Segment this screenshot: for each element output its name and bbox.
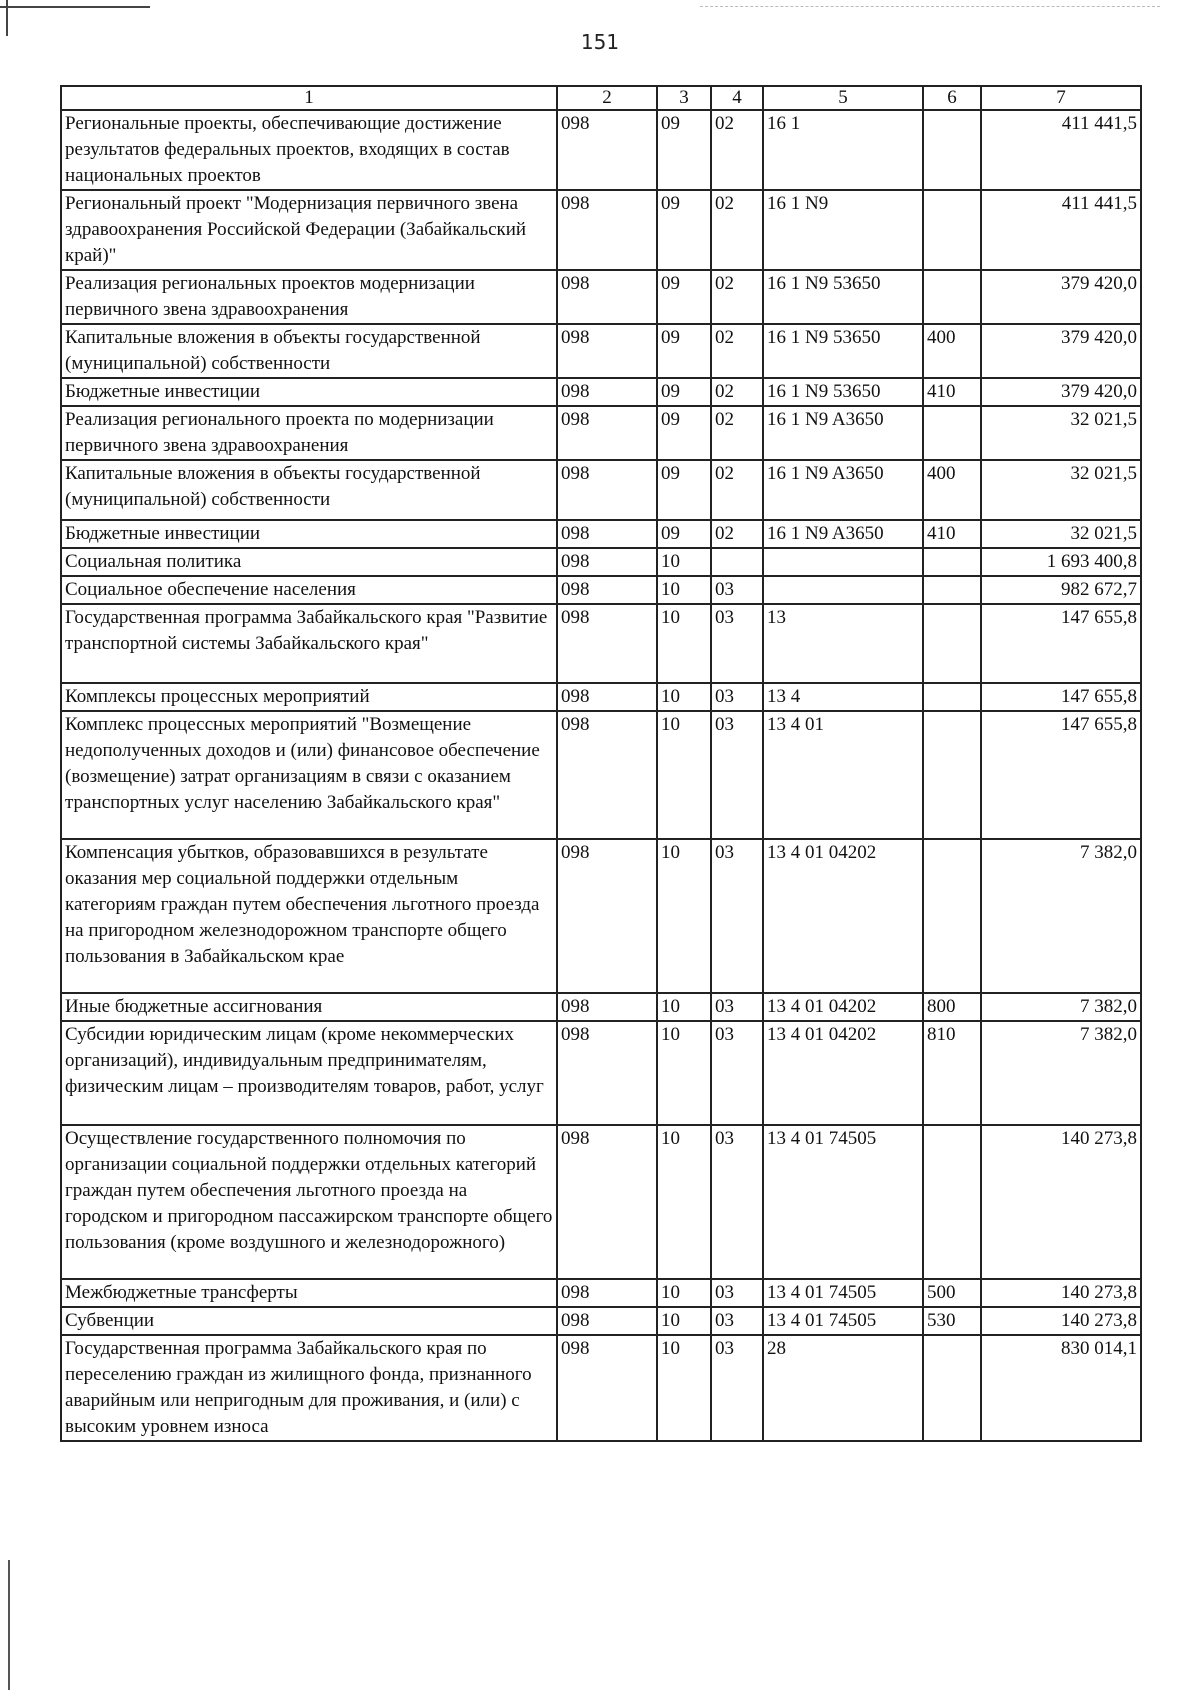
row-name-cell: Бюджетные инвестиции	[61, 520, 557, 548]
row-target-article-cell: 13 4 01 74505	[763, 1125, 923, 1279]
row-expense-type-cell: 400	[923, 324, 981, 378]
row-section-cell: 10	[657, 576, 711, 604]
row-subsection-cell: 02	[711, 110, 763, 190]
row-subsection-cell: 03	[711, 711, 763, 839]
table-row	[61, 520, 1141, 548]
row-subsection-cell: 03	[711, 1335, 763, 1441]
row-target-article-cell: 16 1 N9 53650	[763, 378, 923, 406]
row-target-article-cell: 16 1 N9 53650	[763, 270, 923, 324]
row-amount-cell: 32 021,5	[981, 460, 1141, 520]
row-section-cell: 09	[657, 110, 711, 190]
row-admin-code-cell: 098	[557, 378, 657, 406]
scan-edge-mark	[8, 1560, 10, 1690]
row-target-article-cell	[763, 548, 923, 576]
row-target-article-cell: 16 1 N9	[763, 190, 923, 270]
budget-table	[60, 85, 1142, 1442]
row-admin-code-cell: 098	[557, 324, 657, 378]
row-expense-type-cell	[923, 190, 981, 270]
row-admin-code-cell: 098	[557, 839, 657, 993]
row-section-cell: 10	[657, 604, 711, 683]
row-section-cell: 10	[657, 1307, 711, 1335]
row-amount-cell: 830 014,1	[981, 1335, 1141, 1441]
row-name-cell: Межбюджетные трансферты	[61, 1279, 557, 1307]
row-expense-type-cell	[923, 604, 981, 683]
row-target-article-cell: 16 1 N9 A3650	[763, 406, 923, 460]
row-target-article-cell: 16 1 N9 A3650	[763, 460, 923, 520]
table-body	[61, 110, 1141, 1441]
row-name-cell: Государственная программа Забайкальского края "Развитие транспортной системы Забайкальского края"	[61, 604, 557, 683]
row-admin-code-cell: 098	[557, 1125, 657, 1279]
table-row	[61, 711, 1141, 839]
row-amount-cell: 147 655,8	[981, 604, 1141, 683]
row-amount-cell: 1 693 400,8	[981, 548, 1141, 576]
row-subsection-cell: 03	[711, 1307, 763, 1335]
row-admin-code-cell: 098	[557, 548, 657, 576]
row-expense-type-cell: 410	[923, 520, 981, 548]
row-expense-type-cell: 400	[923, 460, 981, 520]
column-header: 6	[923, 86, 981, 110]
row-amount-cell: 140 273,8	[981, 1279, 1141, 1307]
table-row	[61, 1125, 1141, 1279]
column-header: 3	[657, 86, 711, 110]
row-name-cell: Капитальные вложения в объекты государственной (муниципальной) собственности	[61, 324, 557, 378]
row-expense-type-cell: 410	[923, 378, 981, 406]
table-row	[61, 1307, 1141, 1335]
row-target-article-cell: 13 4 01 74505	[763, 1307, 923, 1335]
row-subsection-cell: 03	[711, 993, 763, 1021]
row-amount-cell: 7 382,0	[981, 1021, 1141, 1125]
row-admin-code-cell: 098	[557, 1021, 657, 1125]
row-expense-type-cell: 810	[923, 1021, 981, 1125]
row-subsection-cell: 02	[711, 190, 763, 270]
row-amount-cell: 32 021,5	[981, 406, 1141, 460]
row-name-cell: Государственная программа Забайкальского края по переселению граждан из жилищного фонда, признанного аварийным или непригодным для проживания, и (или) с высоким уровнем износа	[61, 1335, 557, 1441]
row-name-cell: Социальная политика	[61, 548, 557, 576]
table-row	[61, 460, 1141, 520]
row-admin-code-cell: 098	[557, 270, 657, 324]
table-row	[61, 1021, 1141, 1125]
row-expense-type-cell	[923, 406, 981, 460]
row-expense-type-cell	[923, 1125, 981, 1279]
row-section-cell: 10	[657, 993, 711, 1021]
table-row	[61, 576, 1141, 604]
row-target-article-cell: 13 4 01 04202	[763, 993, 923, 1021]
row-admin-code-cell: 098	[557, 993, 657, 1021]
table-row	[61, 1335, 1141, 1441]
table-row	[61, 683, 1141, 711]
row-subsection-cell: 03	[711, 576, 763, 604]
row-subsection-cell: 02	[711, 520, 763, 548]
row-expense-type-cell: 500	[923, 1279, 981, 1307]
row-section-cell: 10	[657, 1021, 711, 1125]
row-expense-type-cell	[923, 711, 981, 839]
row-expense-type-cell	[923, 270, 981, 324]
row-admin-code-cell: 098	[557, 683, 657, 711]
row-subsection-cell: 03	[711, 683, 763, 711]
row-target-article-cell: 13 4 01	[763, 711, 923, 839]
row-section-cell: 09	[657, 460, 711, 520]
row-section-cell: 10	[657, 1335, 711, 1441]
row-admin-code-cell: 098	[557, 406, 657, 460]
row-target-article-cell: 28	[763, 1335, 923, 1441]
row-admin-code-cell: 098	[557, 460, 657, 520]
row-amount-cell: 411 441,5	[981, 190, 1141, 270]
row-name-cell: Капитальные вложения в объекты государственной (муниципальной) собственности	[61, 460, 557, 520]
table-header-row	[61, 86, 1141, 110]
row-name-cell: Комплекс процессных мероприятий "Возмещение недополученных доходов и (или) финансовое обеспечение (возмещение) затрат организациям в связи с оказанием транспортных услуг населению Забайкальского края"	[61, 711, 557, 839]
row-name-cell: Комплексы процессных мероприятий	[61, 683, 557, 711]
table-row	[61, 378, 1141, 406]
row-name-cell: Бюджетные инвестиции	[61, 378, 557, 406]
column-header: 1	[61, 86, 557, 110]
row-subsection-cell: 03	[711, 839, 763, 993]
row-name-cell: Реализация регионального проекта по модернизации первичного звена здравоохранения	[61, 406, 557, 460]
row-section-cell: 10	[657, 548, 711, 576]
row-amount-cell: 32 021,5	[981, 520, 1141, 548]
row-amount-cell: 982 672,7	[981, 576, 1141, 604]
row-amount-cell: 147 655,8	[981, 711, 1141, 839]
table-row	[61, 548, 1141, 576]
scan-edge-mark	[0, 6, 150, 8]
row-section-cell: 10	[657, 711, 711, 839]
row-subsection-cell: 02	[711, 460, 763, 520]
row-subsection-cell: 02	[711, 324, 763, 378]
row-name-cell: Реализация региональных проектов модернизации первичного звена здравоохранения	[61, 270, 557, 324]
row-target-article-cell: 13	[763, 604, 923, 683]
row-section-cell: 09	[657, 190, 711, 270]
row-admin-code-cell: 098	[557, 1335, 657, 1441]
row-target-article-cell: 13 4	[763, 683, 923, 711]
row-section-cell: 09	[657, 406, 711, 460]
row-section-cell: 10	[657, 1279, 711, 1307]
table-row	[61, 604, 1141, 683]
table-row	[61, 993, 1141, 1021]
table-row	[61, 190, 1141, 270]
row-name-cell: Компенсация убытков, образовавшихся в результате оказания мер социальной поддержки отдельным категориям граждан путем обеспечения льготного проезда на пригородном железнодорожном транспорте общего пользования в Забайкальском крае	[61, 839, 557, 993]
row-admin-code-cell: 098	[557, 1279, 657, 1307]
row-target-article-cell: 16 1 N9 53650	[763, 324, 923, 378]
row-subsection-cell: 02	[711, 270, 763, 324]
row-expense-type-cell	[923, 1335, 981, 1441]
scan-edge-mark	[700, 6, 1160, 8]
row-target-article-cell: 13 4 01 04202	[763, 839, 923, 993]
row-section-cell: 09	[657, 520, 711, 548]
row-section-cell: 09	[657, 378, 711, 406]
row-admin-code-cell: 098	[557, 110, 657, 190]
row-name-cell: Социальное обеспечение населения	[61, 576, 557, 604]
row-section-cell: 10	[657, 1125, 711, 1279]
row-admin-code-cell: 098	[557, 576, 657, 604]
table-row	[61, 839, 1141, 993]
row-subsection-cell: 03	[711, 604, 763, 683]
column-header: 4	[711, 86, 763, 110]
row-subsection-cell: 02	[711, 378, 763, 406]
column-header: 2	[557, 86, 657, 110]
table-row	[61, 406, 1141, 460]
row-name-cell: Региональный проект "Модернизация первичного звена здравоохранения Российской Федерации (Забайкальский край)"	[61, 190, 557, 270]
row-admin-code-cell: 098	[557, 1307, 657, 1335]
row-subsection-cell: 03	[711, 1279, 763, 1307]
row-target-article-cell: 16 1	[763, 110, 923, 190]
row-amount-cell: 7 382,0	[981, 839, 1141, 993]
row-section-cell: 10	[657, 683, 711, 711]
row-target-article-cell	[763, 576, 923, 604]
row-amount-cell: 379 420,0	[981, 378, 1141, 406]
row-amount-cell: 147 655,8	[981, 683, 1141, 711]
row-expense-type-cell	[923, 548, 981, 576]
row-expense-type-cell: 800	[923, 993, 981, 1021]
column-header: 5	[763, 86, 923, 110]
row-expense-type-cell	[923, 110, 981, 190]
row-expense-type-cell	[923, 683, 981, 711]
row-amount-cell: 140 273,8	[981, 1307, 1141, 1335]
page-number: 151	[580, 30, 620, 54]
row-amount-cell: 379 420,0	[981, 324, 1141, 378]
row-subsection-cell: 03	[711, 1125, 763, 1279]
row-section-cell: 09	[657, 270, 711, 324]
row-expense-type-cell	[923, 839, 981, 993]
row-name-cell: Осуществление государственного полномочия по организации социальной поддержки отдельных категорий граждан путем обеспечения льготного проезда на городском и пригородном пассажирском транспорте общего пользования (кроме воздушного и железнодорожного)	[61, 1125, 557, 1279]
column-header: 7	[981, 86, 1141, 110]
table-row	[61, 1279, 1141, 1307]
row-target-article-cell: 13 4 01 04202	[763, 1021, 923, 1125]
row-amount-cell: 379 420,0	[981, 270, 1141, 324]
row-amount-cell: 140 273,8	[981, 1125, 1141, 1279]
table-row	[61, 270, 1141, 324]
table-row	[61, 324, 1141, 378]
row-amount-cell: 411 441,5	[981, 110, 1141, 190]
row-admin-code-cell: 098	[557, 604, 657, 683]
row-expense-type-cell: 530	[923, 1307, 981, 1335]
row-admin-code-cell: 098	[557, 520, 657, 548]
row-admin-code-cell: 098	[557, 711, 657, 839]
row-target-article-cell: 16 1 N9 A3650	[763, 520, 923, 548]
row-amount-cell: 7 382,0	[981, 993, 1141, 1021]
row-target-article-cell: 13 4 01 74505	[763, 1279, 923, 1307]
row-name-cell: Региональные проекты, обеспечивающие достижение результатов федеральных проектов, входящих в состав национальных проектов	[61, 110, 557, 190]
row-name-cell: Субсидии юридическим лицам (кроме некоммерческих организаций), индивидуальным предпринимателям, физическим лицам – производителям товаров, работ, услуг	[61, 1021, 557, 1125]
row-section-cell: 09	[657, 324, 711, 378]
row-name-cell: Иные бюджетные ассигнования	[61, 993, 557, 1021]
row-name-cell: Субвенции	[61, 1307, 557, 1335]
row-expense-type-cell	[923, 576, 981, 604]
row-subsection-cell	[711, 548, 763, 576]
row-subsection-cell: 02	[711, 406, 763, 460]
table-row	[61, 110, 1141, 190]
row-section-cell: 10	[657, 839, 711, 993]
row-admin-code-cell: 098	[557, 190, 657, 270]
row-subsection-cell: 03	[711, 1021, 763, 1125]
